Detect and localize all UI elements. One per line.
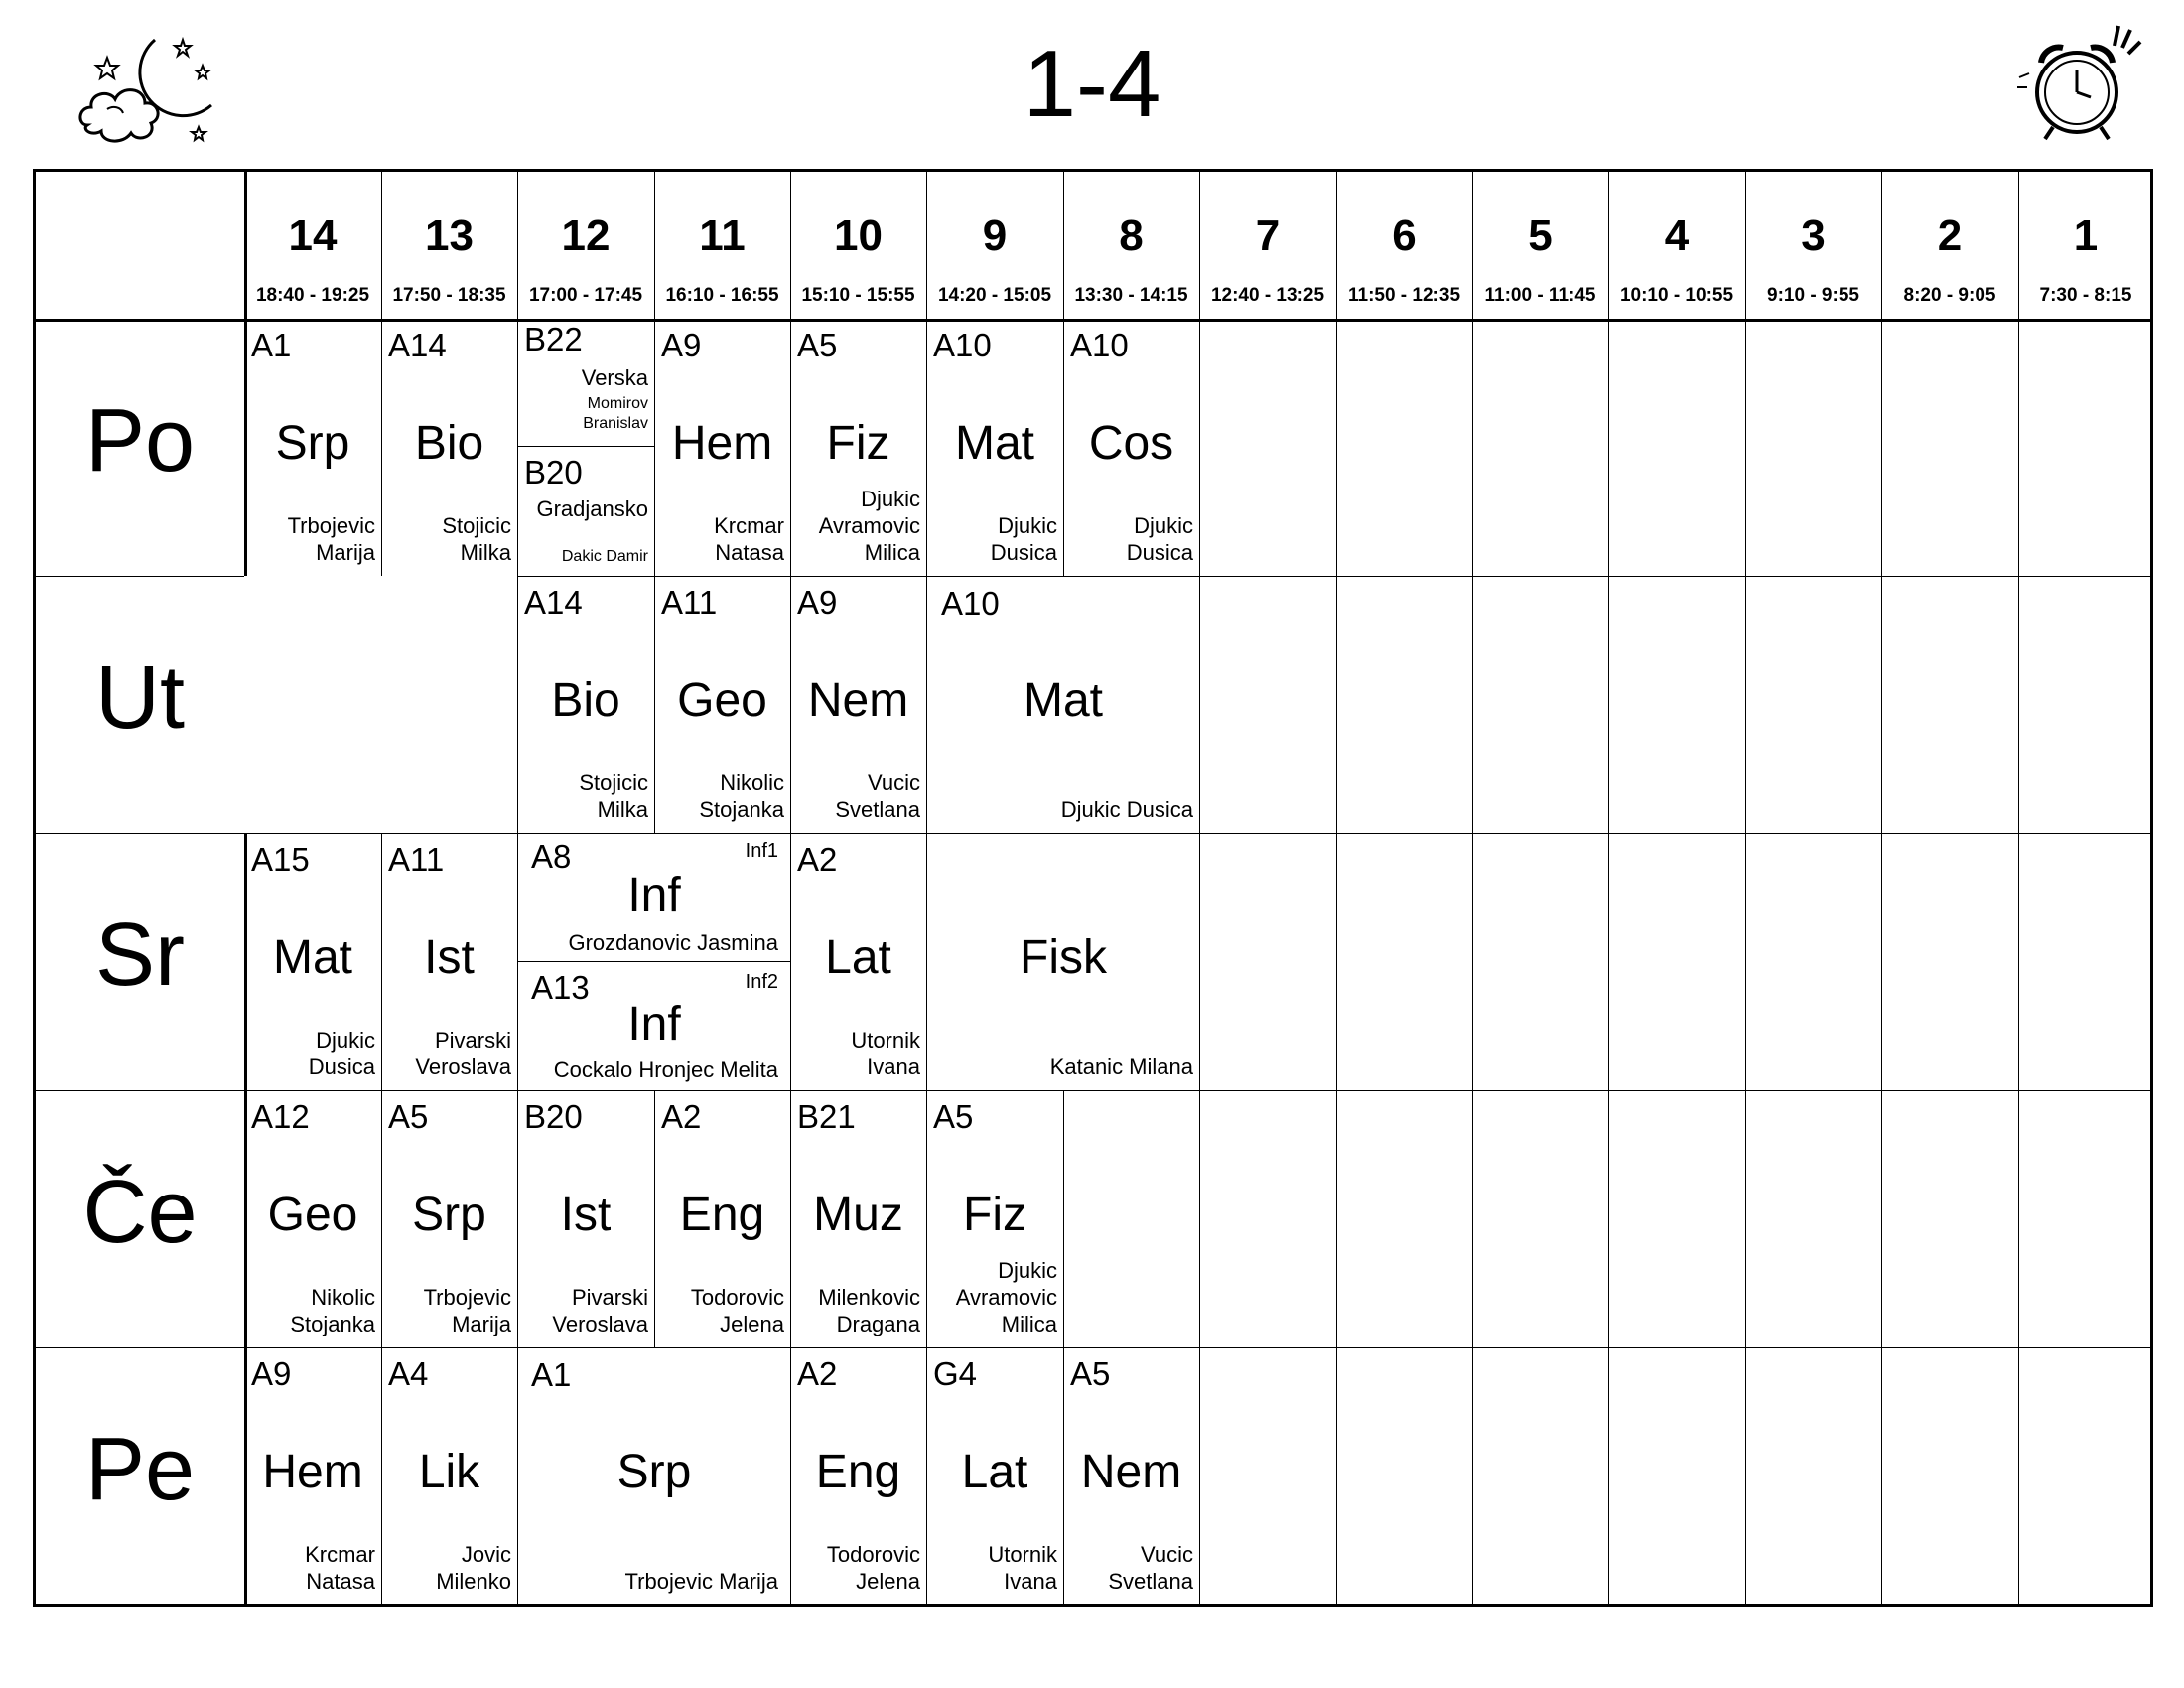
lesson-cell[interactable]: [381, 1090, 517, 1347]
room-label: B22: [524, 321, 583, 357]
subject-label: Lat: [825, 931, 891, 984]
group-tag: Inf2: [745, 971, 778, 993]
lesson-cell[interactable]: [244, 1090, 381, 1347]
lesson-cell[interactable]: [654, 576, 790, 833]
moon-clouds-stars-icon: [77, 28, 226, 157]
room-label: A11: [388, 841, 445, 878]
room-label: A1: [251, 327, 292, 363]
lesson-cell[interactable]: [244, 833, 381, 1090]
double-lesson-cell[interactable]: [927, 577, 1199, 833]
lesson-cell[interactable]: [517, 1090, 654, 1347]
teacher-label: Utornik Ivana: [851, 1028, 920, 1079]
lesson-cell[interactable]: [517, 576, 654, 833]
subject-label: Ist: [560, 1189, 612, 1241]
schedule-title: 1-4: [1023, 31, 1161, 137]
split-lesson-cell[interactable]: [518, 834, 790, 1090]
subject-label: Fisk: [1020, 931, 1107, 984]
lesson-cell[interactable]: [244, 319, 381, 576]
room-label: A13: [531, 969, 590, 1006]
lesson-cell[interactable]: [926, 1090, 1063, 1347]
teacher-label: Cockalo Hronjec Melita: [553, 1057, 778, 1082]
lesson-cell[interactable]: [654, 319, 790, 576]
subject-label: Nem: [807, 674, 909, 727]
period-header: 10 15:10 - 15:55: [801, 211, 915, 306]
period-header: 7 12:40 - 13:25: [1210, 211, 1325, 306]
subject-label: Nem: [1080, 1446, 1182, 1498]
subject-label: Cos: [1088, 417, 1174, 470]
lesson-cell[interactable]: [1063, 1347, 1199, 1605]
subject-label: Eng: [815, 1446, 901, 1498]
subject-label: Mat: [272, 931, 352, 984]
room-label: B20: [524, 454, 583, 491]
room-label: B21: [797, 1098, 856, 1135]
teacher-label: Djukic Dusica: [1126, 513, 1193, 565]
lesson-cell[interactable]: [244, 1347, 381, 1605]
room-label: A10: [941, 585, 1000, 622]
teacher-label: Grozdanovic Jasmina: [568, 930, 778, 955]
subject-label: Gradjansko: [536, 496, 648, 521]
empty-cell: [381, 576, 517, 833]
period-header: 2 8:20 - 9:05: [1903, 211, 1996, 306]
period-header: 3 9:10 - 9:55: [1767, 211, 1859, 306]
room-label: A9: [251, 1355, 292, 1392]
lesson-cell[interactable]: [1063, 319, 1199, 576]
teacher-label: Todorovic Jelena: [690, 1285, 784, 1336]
period-header: 8 13:30 - 14:15: [1074, 211, 1188, 306]
lesson-cell[interactable]: [790, 1090, 926, 1347]
teacher-label: Milenkovic Dragana: [818, 1285, 920, 1336]
room-label: A10: [933, 327, 992, 363]
subject-label: Fiz: [963, 1189, 1026, 1241]
lesson-cell[interactable]: [926, 1347, 1063, 1605]
teacher-label: Utornik Ivana: [988, 1542, 1057, 1594]
teacher-label: Nikolic Stojanka: [699, 771, 784, 822]
period-header: 14 18:40 - 19:25: [255, 211, 370, 306]
subject-label: Srp: [412, 1189, 486, 1241]
period-header: 11 16:10 - 16:55: [665, 211, 779, 306]
subject-label: Fiz: [826, 417, 890, 470]
subject-label: Geo: [677, 674, 767, 727]
lesson-cell[interactable]: [926, 319, 1063, 576]
lesson-cell[interactable]: [654, 1090, 790, 1347]
lesson-cell[interactable]: [790, 1347, 926, 1605]
room-label: A5: [388, 1098, 429, 1135]
teacher-label: Djukic Dusica: [1060, 797, 1193, 822]
period-header: 1 7:30 - 8:15: [2039, 211, 2132, 306]
subject-label: Bio: [414, 417, 484, 470]
subject-label: Inf: [627, 998, 681, 1051]
lesson-cell[interactable]: [381, 1347, 517, 1605]
room-label: A2: [661, 1098, 702, 1135]
double-lesson-cell[interactable]: [927, 834, 1199, 1090]
teacher-label: Pivarski Veroslava: [415, 1028, 511, 1079]
teacher-label: Djukic Dusica: [990, 513, 1057, 565]
teacher-label: Momirov Branislav: [583, 395, 648, 432]
room-label: A14: [388, 327, 447, 363]
timetable-grid: [33, 169, 2153, 1607]
room-label: A2: [797, 1355, 838, 1392]
empty-cell: [244, 576, 381, 833]
room-label: A5: [797, 327, 838, 363]
room-label: A8: [531, 838, 572, 875]
day-label-pe: Pe: [84, 1420, 196, 1519]
room-label: A15: [251, 841, 310, 878]
teacher-label: Djukic Avramovic Milica: [955, 1258, 1057, 1336]
double-lesson-cell[interactable]: [518, 1348, 790, 1604]
room-label: G4: [933, 1355, 978, 1392]
teacher-label: Djukic Avramovic Milica: [818, 487, 920, 565]
subject-label: Mat: [1023, 674, 1103, 727]
group-tag: Inf1: [745, 840, 778, 862]
subject-label: Verska: [581, 365, 648, 390]
period-header: 4 10:10 - 10:55: [1619, 211, 1734, 306]
room-label: A9: [797, 584, 838, 621]
room-label: A5: [1070, 1355, 1111, 1392]
lesson-cell[interactable]: [381, 833, 517, 1090]
period-header: 12 17:00 - 17:45: [528, 211, 643, 306]
teacher-label: Trbojevic Marija: [423, 1285, 511, 1336]
subject-label: Bio: [551, 674, 620, 727]
subject-label: Ist: [424, 931, 475, 984]
room-label: A14: [524, 584, 583, 621]
subject-label: Muz: [813, 1189, 903, 1241]
lesson-cell[interactable]: [381, 319, 517, 576]
teacher-label: Dakic Damir: [561, 548, 648, 565]
lesson-cell[interactable]: [790, 319, 926, 576]
subject-label: Srp: [275, 417, 350, 470]
teacher-label: Djukic Dusica: [308, 1028, 375, 1079]
subject-label: Inf: [627, 869, 681, 921]
room-label: A5: [933, 1098, 974, 1135]
subject-label: Mat: [954, 417, 1034, 470]
room-label: A2: [797, 841, 838, 878]
room-label: A11: [661, 584, 718, 621]
period-header: 9 14:20 - 15:05: [937, 211, 1052, 306]
room-label: B20: [524, 1098, 583, 1135]
subject-label: Lat: [961, 1446, 1028, 1498]
teacher-label: Trbojevic Marija: [287, 513, 375, 565]
room-label: A4: [388, 1355, 429, 1392]
day-label-sr: Sr: [95, 906, 185, 1005]
teacher-label: Nikolic Stojanka: [290, 1285, 375, 1336]
room-label: A10: [1070, 327, 1129, 363]
lesson-cell[interactable]: [790, 576, 926, 833]
teacher-label: Krcmar Natasa: [714, 513, 784, 565]
subject-label: Eng: [679, 1189, 765, 1241]
period-header: 6 11:50 - 12:35: [1347, 211, 1461, 306]
teacher-label: Stojicic Milka: [442, 513, 511, 565]
alarm-clock-icon: [2015, 18, 2144, 152]
teacher-label: Pivarski Veroslava: [552, 1285, 648, 1336]
teacher-label: Todorovic Jelena: [826, 1542, 920, 1594]
teacher-label: Trbojevic Marija: [624, 1569, 778, 1594]
subject-label: Lik: [418, 1446, 480, 1498]
period-header: 5 11:00 - 11:45: [1484, 211, 1596, 306]
lesson-cell[interactable]: [790, 833, 926, 1090]
room-label: A9: [661, 327, 702, 363]
teacher-label: Vucic Svetlana: [1108, 1542, 1193, 1594]
subject-label: Hem: [671, 417, 773, 470]
day-label-po: Po: [84, 391, 196, 491]
room-label: A12: [251, 1098, 310, 1135]
teacher-label: Krcmar Natasa: [305, 1542, 375, 1594]
subject-label: Hem: [262, 1446, 363, 1498]
teacher-label: Stojicic Milka: [579, 771, 648, 822]
day-label-ut: Ut: [95, 648, 185, 748]
teacher-label: Vucic Svetlana: [835, 771, 920, 822]
room-label: A1: [531, 1356, 572, 1393]
split-lesson-cell[interactable]: [517, 319, 654, 576]
teacher-label: Jovic Milenko: [436, 1542, 511, 1594]
day-label-ce: Če: [82, 1163, 198, 1262]
teacher-label: Katanic Milana: [1049, 1055, 1193, 1079]
period-header: 13 17:50 - 18:35: [392, 211, 506, 306]
subject-label: Srp: [616, 1446, 692, 1498]
subject-label: Geo: [267, 1189, 358, 1241]
